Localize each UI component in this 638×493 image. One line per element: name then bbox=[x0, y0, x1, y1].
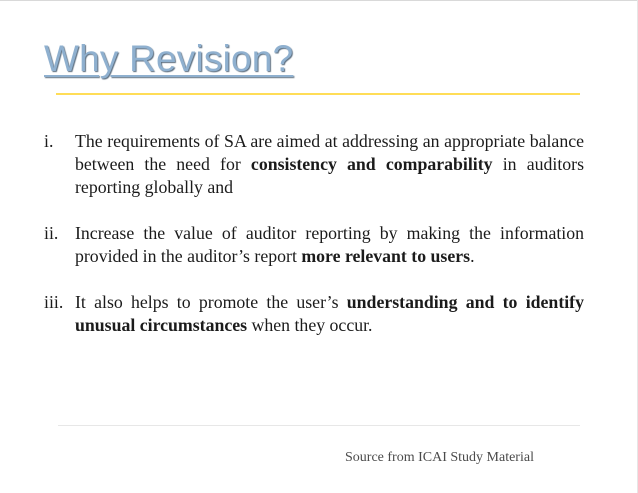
title-divider bbox=[56, 93, 580, 95]
revision-reasons-list bbox=[44, 130, 584, 360]
list-item-text-part: Increase the value of auditor reporting by making the information provided in the auditor’s report bbox=[75, 223, 584, 266]
list-item-text-part: The requirements of SA are aimed at addressing an appropriate balance between the need for bbox=[75, 131, 584, 174]
list-item bbox=[44, 130, 584, 199]
list-item-emphasis: consistency and comparability bbox=[250, 154, 493, 174]
footer-divider bbox=[58, 425, 580, 426]
slide-title: Why Revision? bbox=[44, 38, 294, 79]
list-item bbox=[44, 291, 584, 337]
list-item-emphasis: more relevant to users bbox=[301, 246, 471, 266]
list-item-text-part: It also helps to promote the user’s bbox=[75, 292, 347, 312]
list-item-number: i. bbox=[44, 131, 54, 151]
list-item-number: ii. bbox=[44, 223, 59, 243]
list-item-text-part: in auditors reporting globally and bbox=[75, 154, 584, 197]
list-item-text bbox=[75, 291, 584, 337]
source-caption: Source from ICAI Study Material bbox=[345, 450, 534, 465]
list-item-text-part: when they occur. bbox=[247, 315, 373, 335]
list-item bbox=[44, 222, 584, 268]
list-item-text bbox=[75, 130, 584, 199]
list-item-number: iii. bbox=[44, 292, 64, 312]
slide-top-border bbox=[0, 0, 638, 1]
list-item-text bbox=[75, 222, 584, 268]
list-item-emphasis: understanding and to identify unusual circumstances bbox=[75, 292, 584, 335]
list-item-text-part: . bbox=[470, 246, 475, 266]
